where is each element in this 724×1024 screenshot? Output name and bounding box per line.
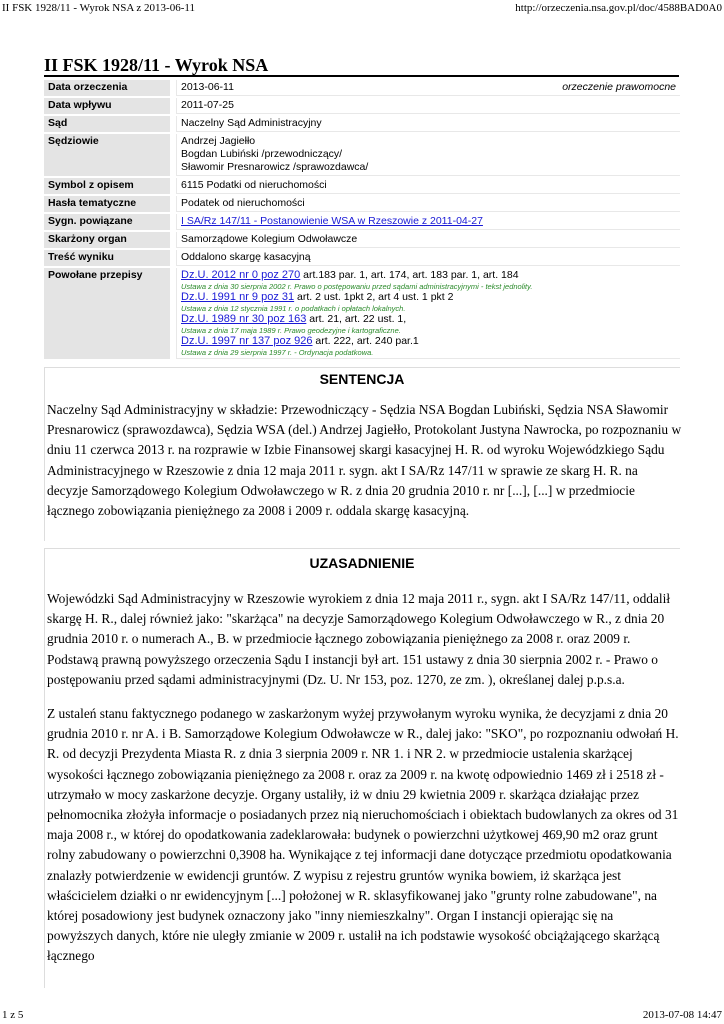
meta-row-sad [44,116,680,132]
meta-value [176,268,680,359]
uzasadnienie-paragraph: Wojewódzki Sąd Administracyjny w Rzeszowie wyrokiem z dnia 12 maja 2011 r., sygn. akt I SA/Rz 147/11, oddalił skargę H. R., dalej również jako: "skarżąca" na decyzje Samorządowego Kolegium Odwoławczego w R., z dnia 20 grudnia 2010 r. o numerach A., B. w przedmiocie łącznego zobowiązania pieniężnego za 2008 r. oraz 2009 r. Podstawą prawną powyższego orzeczenia Sądu I instancji był art. 151 ustawy z dnia 30 sierpnia 2002 r. - Prawo o postępowaniu przed sądami administracyjnymi (Dz. U. Nr 153, poz. 1270, ze zm. ), określanej dalej p.p.s.a. [47,591,671,687]
meta-value: 6115 Podatki od nieruchomości [176,178,680,194]
meta-label: Sygn. powiązane [44,214,176,230]
meta-value: Oddalono skargę kasacyjną [176,250,680,266]
meta-label: Sędziowie [44,134,176,176]
law-note: Ustawa z dnia 30 sierpnia 2002 r. Prawo o postępowaniu przed sądami administracyjnymi - tekst jednolity. [181,282,533,291]
law-articles: art. 21, art. 22 ust. 1, [306,313,407,325]
meta-label: Treść wyniku [44,250,176,266]
law-articles: art. 222, art. 240 par.1 [312,335,419,347]
law-link[interactable]: Dz.U. 1997 nr 137 poz 926 [181,335,313,347]
meta-label: Powołane przepisy [44,268,176,359]
meta-label: Hasła tematyczne [44,196,176,212]
page-title: II FSK 1928/11 - Wyrok NSA [44,55,269,75]
print-footer-page: 1 z 5 [2,1009,24,1021]
print-header-url: http://orzeczenia.nsa.gov.pl/doc/4588BAD0A0 [515,2,722,14]
meta-row-symbol [44,178,680,194]
section-border [44,548,45,988]
meta-label: Data orzeczenia [44,80,176,96]
meta-label: Data wpływu [44,98,176,114]
meta-row-data-wplywu [44,98,680,114]
uzasadnienie-heading: UZASADNIENIE [309,555,415,571]
meta-row-tresc [44,250,680,266]
judgment-status: orzeczenie prawomocne [562,81,676,93]
section-border [44,367,45,541]
meta-row-przepisy [44,268,680,359]
law-articles: art.183 par. 1, art. 174, art. 183 par. 1, art. 184 [300,269,519,281]
meta-value [176,134,680,176]
uzasadnienie-text [47,589,682,967]
judge-name: Sławomir Presnarowicz /sprawozdawca/ [181,161,369,173]
law-entry [181,269,676,291]
meta-label: Symbol z opisem [44,178,176,194]
meta-value [176,214,680,230]
judge-name: Andrzej Jagiełło [181,135,256,147]
meta-value: Podatek od nieruchomości [176,196,680,212]
meta-label: Sąd [44,116,176,132]
title-divider [44,75,679,77]
meta-row-sedziowie [44,134,680,176]
law-link[interactable]: Dz.U. 1991 nr 9 poz 31 [181,291,295,303]
law-link[interactable]: Dz.U. 1989 nr 30 poz 163 [181,313,307,325]
sentencja-paragraph: Naczelny Sąd Administracyjny w składzie: Przewodniczący - Sędzia NSA Bogdan Lubiński, Sędzia NSA Sławomir Presnarowicz (sprawozdawca), Sędzia WSA (del.) Andrzej Jagiełło, Protokolant Justyna Nawrocka, po rozpoznaniu w dniu 11 czerwca 2013 r. na rozprawie w Izbie Finansowej skargi kasacyjnej H. R. od wyroku Wojewódzkiego Sądu Administracyjnego w Rzeszowie z dnia 12 maja 2011 r. sygn. akt I SA/Rz 147/11 w sprawie ze skarg H. R. na decyzje Samorządowego Kolegium Odwoławczego w R. z dnia 20 grudnia 2010 r. nr [...], [...] w przedmiocie łącznego zobowiązania pieniężnego za 2008 i 2009 r. oddala skargę kasacyjną. [47,402,682,519]
meta-row-hasla [44,196,680,212]
meta-row-data-orzeczenia [44,80,680,96]
law-note: Ustawa z dnia 12 stycznia 1991 r. o podatkach i opłatach lokalnych. [181,304,406,313]
print-header-title: II FSK 1928/11 - Wyrok NSA z 2013-06-11 [2,2,195,14]
law-entry [181,335,676,357]
related-case-link[interactable]: I SA/Rz 147/11 - Postanowienie WSA w Rzeszowie z 2011-04-27 [181,215,483,227]
meta-value [176,80,680,96]
law-articles: art. 2 ust. 1pkt 2, art 4 ust. 1 pkt 2 [294,291,454,303]
print-footer-timestamp: 2013-07-08 14:47 [642,1009,722,1021]
judgment-date: 2013-06-11 [181,81,234,93]
meta-row-organ [44,232,680,248]
meta-label: Skarżony organ [44,232,176,248]
meta-row-sygn [44,214,680,230]
meta-value: 2011-07-25 [176,98,680,114]
metadata-table [44,78,680,361]
law-note: Ustawa z dnia 17 maja 1989 r. Prawo geodezyjne i kartograficzne. [181,326,401,335]
sentencja-heading: SENTENCJA [319,371,405,387]
uzasadnienie-paragraph: Z ustaleń stanu faktycznego podanego w zaskarżonym wyżej przywołanym wyroku wynika, że decyzjami z dnia 20 grudnia 2010 r. nr A. i B. Samorządowe Kolegium Odwoławcze w R., dalej jako: "SKO", po rozpoznaniu odwołań H. R. od decyzji Prezydenta Miasta R. z dnia 3 sierpnia 2009 r. NR 1. i NR 2. w przedmiocie ustalenia skarżącej wysokości łącznego zobowiązania pieniężnego za 2008 r. oraz za 2009 r. na kwotę odpowiednio 1469 zł i 2518 zł - utrzymało w mocy zaskarżone decyzje. Organy ustaliły, iż w dniu 29 kwietnia 2009 r. skarżąca działając przez pełnomocnika złożyła informacje o posiadanych przez nią nieruchomościach i obiektach budowlanych za okres od 31 maja 2008 r., w której do opodatkowania zadeklarowała: budynek o powierzchni użytkowej 469,90 m2 oraz grunt rolny zabudowany o powierzchni 0,3908 ha. Wynikające z tej informacji dane dotyczące przedmiotu opodatkowania znalazły potwierdzenie w ewidencji gruntów. Z wypisu z rejestru gruntów wynika bowiem, iż skarżąca jest właścicielem działki o nr ewidencyjnym [...] położonej w R. sklasyfikowanej jako "grunty rolne zabudowane", na której posadowiony jest budynek oznaczony jako "inny niemieszkalny". Organ I instancji opierając się na powyższych danych, które nie uległy zmianie w 2009 r. ustalił na ich podstawie wysokość obciążającego skarżącą łącznego [47,706,679,964]
meta-value: Naczelny Sąd Administracyjny [176,116,680,132]
section-divider [44,367,680,368]
law-entry [181,313,676,335]
judge-name: Bogdan Lubiński /przewodniczący/ [181,148,343,160]
meta-value: Samorządowe Kolegium Odwoławcze [176,232,680,248]
section-divider [44,548,680,549]
law-entry [181,291,676,313]
law-note: Ustawa z dnia 29 sierpnia 1997 r. - Ordynacja podatkowa. [181,348,374,357]
sentencja-text [47,400,682,521]
law-link[interactable]: Dz.U. 2012 nr 0 poz 270 [181,269,301,281]
